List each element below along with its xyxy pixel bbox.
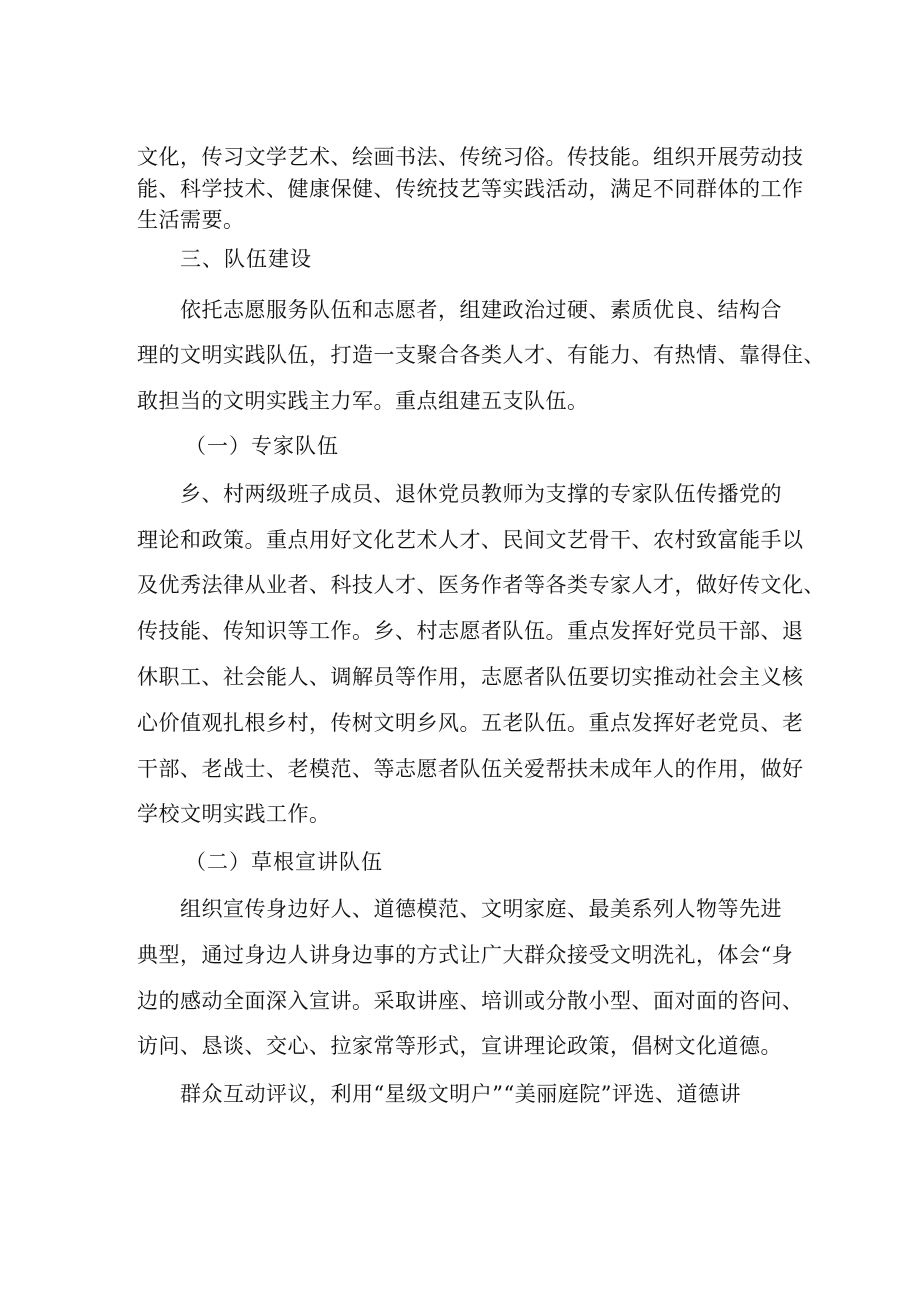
text-line: 能、科学技术、健康保健、传统技艺等实践活动，满足不同群体的工作 (137, 177, 804, 201)
section-heading: 三、队伍建设 (180, 247, 312, 271)
text-line: 群众互动评议，利用“星级文明户”“美丽庭院”评选、道德讲 (180, 1082, 741, 1106)
text-line: 依托志愿服务队伍和志愿者，组建政治过硬、素质优良、结构合 (180, 298, 782, 322)
text-line: 心价值观扎根乡村，传树文明乡风。五老队伍。重点发挥好老党员、老 (137, 711, 804, 735)
text-line: 休职工、社会能人、调解员等作用，志愿者队伍要切实推动社会主义核 (137, 665, 804, 689)
text-line: 理的文明实践队伍，打造一支聚合各类人才、有能力、有热情、靠得住、 (137, 343, 825, 367)
text-line: 典型，通过身边人讲身边事的方式让广大群众接受文明洗礼，体会“身 (137, 943, 794, 967)
text-line: 生活需要。 (137, 208, 245, 232)
text-line: 乡、村两级班子成员、退休党员教师为支撑的专家队伍传播党的 (180, 482, 782, 506)
subsection-heading: （二）草根宣讲队伍 (185, 850, 383, 874)
text-line: 理论和政策。重点用好文化艺术人才、民间文艺骨干、农村致富能手以 (137, 528, 804, 552)
text-line: 文化，传习文学艺术、绘画书法、传统习俗。传技能。组织开展劳动技 (137, 145, 804, 169)
text-line: 学校文明实践工作。 (137, 802, 331, 826)
text-line: 干部、老战士、老模范、等志愿者队伍关爱帮扶未成年人的作用，做好 (137, 757, 804, 781)
text-line: 组织宣传身边好人、道德模范、文明家庭、最美系列人物等先进 (180, 897, 782, 921)
text-line: 及优秀法律从业者、科技人才、医务作者等各类专家人才，做好传文化、 (137, 573, 825, 597)
text-line: 敢担当的文明实践主力军。重点组建五支队伍。 (137, 389, 589, 413)
text-line: 边的感动全面深入宣讲。采取讲座、培训或分散小型、面对面的咨问、 (137, 989, 804, 1013)
text-line: 传技能、传知识等工作。乡、村志愿者队伍。重点发挥好党员干部、退 (137, 619, 804, 643)
subsection-heading: （一）专家队伍 (185, 434, 339, 458)
text-line: 访问、恳谈、交心、拉家常等形式，宣讲理论政策，倡树文化道德。 (137, 1034, 782, 1058)
